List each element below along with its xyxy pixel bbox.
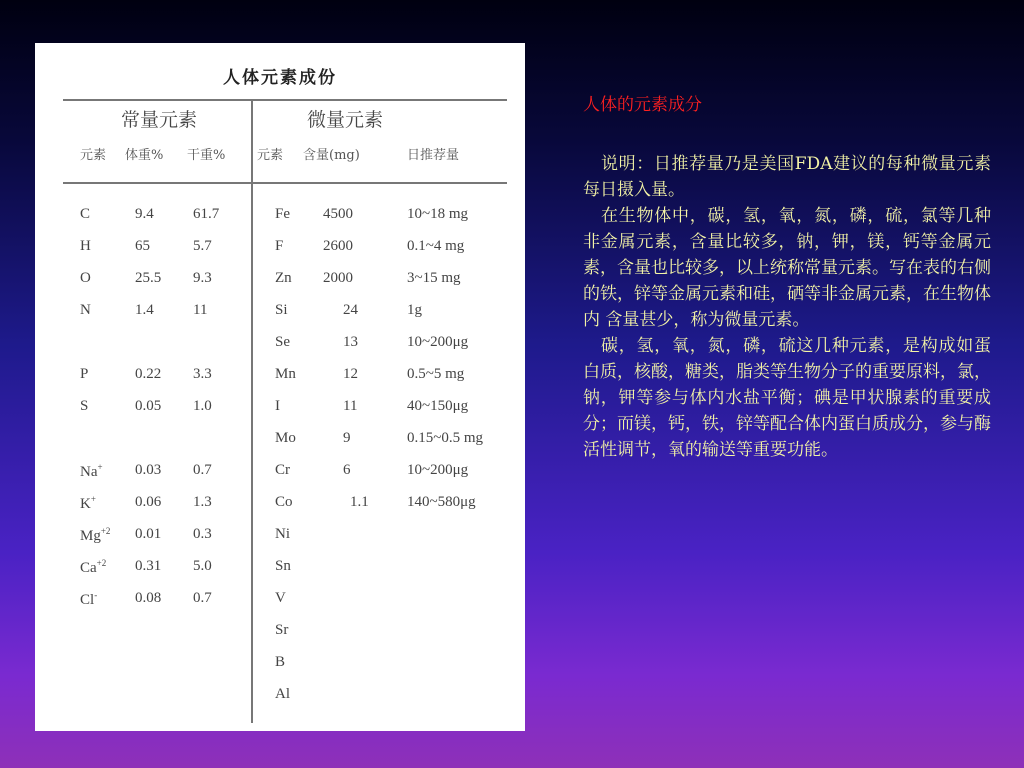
table-title: 人体元素成份 bbox=[223, 68, 337, 88]
major-dry-weight: 61.7 bbox=[193, 206, 220, 222]
description-paragraph-2: 在生物体中，碳，氢，氧，氮，磷，硫，氯等几种非金属元素，含量比较多，钠，钾，镁，钙等金属元素，含量也比较多，以上统称常量元素。写在表的右侧的铁，锌等金属元素和硅，硒等非金属元素，在生物体内 含量甚少，称为微量元素。 bbox=[583, 206, 991, 330]
trace-amount: 13 bbox=[343, 334, 358, 350]
major-body-weight: 0.06 bbox=[135, 494, 162, 510]
major-body-weight: 1.4 bbox=[135, 302, 154, 318]
trace-amount: 9 bbox=[343, 430, 351, 446]
major-element-symbol: $Ca^{+2}$ bbox=[80, 558, 107, 576]
charge-superscript: - bbox=[94, 590, 98, 600]
trace-element-symbol: Si bbox=[275, 302, 288, 318]
header-rule bbox=[63, 182, 507, 184]
major-body-weight: 0.03 bbox=[135, 462, 162, 478]
trace-recommended: 0.15~0.5 mg bbox=[407, 430, 484, 446]
major-element-symbol: $Mg^{+2}$ bbox=[80, 526, 111, 544]
trace-recommended: 40~150μg bbox=[407, 398, 469, 414]
trace-amount: 2600 bbox=[323, 238, 353, 254]
description-paragraph-3: 碳，氢，氧，氮，磷，硫这几种元素，是构成如蛋白质，核酸，糖类，脂类等生物分子的重要原料，氯，钠，钾等参与体内水盐平衡；碘是甲状腺素的重要成分；而镁，钙，铁，锌等配合体内蛋白质成分，参与酶活性调节，氧的输送等重要功能。 bbox=[583, 336, 991, 460]
major-dry-weight: 9.3 bbox=[193, 270, 212, 286]
trace-amount: 11 bbox=[343, 398, 358, 414]
major-dry-weight: 0.3 bbox=[193, 526, 212, 542]
trace-element-symbol: Se bbox=[275, 334, 290, 350]
major-header-dry-weight: 干重% bbox=[187, 148, 226, 163]
trace-element-symbol: Al bbox=[275, 686, 290, 702]
trace-element-symbol: I bbox=[275, 398, 280, 414]
trace-header-amount: 含量(mg) bbox=[303, 148, 360, 163]
major-dry-weight: 11 bbox=[193, 302, 208, 318]
trace-header-element: 元素 bbox=[257, 148, 284, 163]
major-body-weight: 65 bbox=[135, 238, 150, 254]
trace-recommended: 140~580μg bbox=[407, 494, 476, 510]
panel-title: 人体的元素成分 bbox=[583, 95, 702, 115]
major-element-symbol: S bbox=[80, 398, 89, 414]
trace-amount: 12 bbox=[343, 366, 358, 382]
trace-element-symbol: Sr bbox=[275, 622, 289, 638]
group-divider bbox=[251, 101, 253, 723]
trace-amount: 2000 bbox=[323, 270, 353, 286]
trace-recommended: 0.5~5 mg bbox=[407, 366, 465, 382]
description-panel bbox=[583, 92, 991, 463]
major-dry-weight: 3.3 bbox=[193, 366, 212, 382]
trace-element-symbol: Fe bbox=[275, 206, 290, 222]
major-body-weight: 0.05 bbox=[135, 398, 162, 414]
charge-superscript: + bbox=[97, 462, 103, 472]
charge-superscript: +2 bbox=[96, 558, 107, 568]
trace-header-recommended: 日推荐量 bbox=[407, 148, 460, 163]
trace-amount: 6 bbox=[343, 462, 351, 478]
major-header-body-weight: 体重% bbox=[125, 148, 164, 163]
charge-superscript: + bbox=[90, 494, 96, 504]
major-element-symbol: N bbox=[80, 302, 91, 318]
trace-amount: 4500 bbox=[323, 206, 353, 222]
description-paragraph-1: 说明：日推荐量乃是美国FDA建议的每种微量元素每日摄入量。 bbox=[583, 154, 991, 200]
trace-recommended: 0.1~4 mg bbox=[407, 238, 465, 254]
trace-element-symbol: F bbox=[275, 238, 284, 254]
major-element-symbol: H bbox=[80, 238, 91, 254]
top-rule bbox=[63, 99, 507, 101]
major-body-weight: 0.08 bbox=[135, 590, 162, 606]
major-dry-weight: 1.0 bbox=[193, 398, 212, 414]
major-dry-weight: 5.7 bbox=[193, 238, 212, 254]
major-element-symbol: O bbox=[80, 270, 91, 286]
major-body-weight: 0.01 bbox=[135, 526, 162, 542]
trace-recommended: 3~15 mg bbox=[407, 270, 461, 286]
major-element-symbol: K+ bbox=[80, 494, 96, 512]
element-table-image bbox=[35, 43, 525, 731]
trace-element-symbol: V bbox=[275, 590, 286, 606]
major-dry-weight: 1.3 bbox=[193, 494, 212, 510]
trace-element-symbol: Cr bbox=[275, 462, 290, 478]
trace-element-symbol: B bbox=[275, 654, 286, 670]
major-body-weight: 0.31 bbox=[135, 558, 162, 574]
major-element-symbol: Cl- bbox=[80, 590, 98, 608]
trace-element-symbol: Co bbox=[275, 494, 293, 510]
major-element-symbol: Na+ bbox=[80, 462, 103, 480]
major-dry-weight: 5.0 bbox=[193, 558, 212, 574]
major-group-label: 常量元素 bbox=[121, 109, 198, 131]
trace-element-symbol: Mo bbox=[275, 430, 296, 446]
major-body-weight: 0.22 bbox=[135, 366, 162, 382]
trace-amount: 24 bbox=[343, 302, 358, 318]
charge-superscript: +2 bbox=[100, 526, 111, 536]
trace-recommended: 1g bbox=[407, 302, 422, 318]
trace-element-symbol: Mn bbox=[275, 366, 296, 382]
trace-recommended: 10~200μg bbox=[407, 462, 469, 478]
major-body-weight: 25.5 bbox=[135, 270, 162, 286]
major-dry-weight: 0.7 bbox=[193, 462, 212, 478]
trace-recommended: 10~200μg bbox=[407, 334, 469, 350]
trace-group-label: 微量元素 bbox=[307, 109, 384, 131]
trace-element-symbol: Zn bbox=[275, 270, 292, 286]
major-body-weight: 9.4 bbox=[135, 206, 154, 222]
major-header-element: 元素 bbox=[80, 148, 107, 163]
major-element-symbol: C bbox=[80, 206, 91, 222]
trace-recommended: 10~18 mg bbox=[407, 206, 469, 222]
trace-element-symbol: Ni bbox=[275, 526, 290, 542]
trace-amount: 1.1 bbox=[350, 494, 369, 510]
major-dry-weight: 0.7 bbox=[193, 590, 212, 606]
major-element-symbol: P bbox=[80, 366, 89, 382]
trace-element-symbol: Sn bbox=[275, 558, 291, 574]
